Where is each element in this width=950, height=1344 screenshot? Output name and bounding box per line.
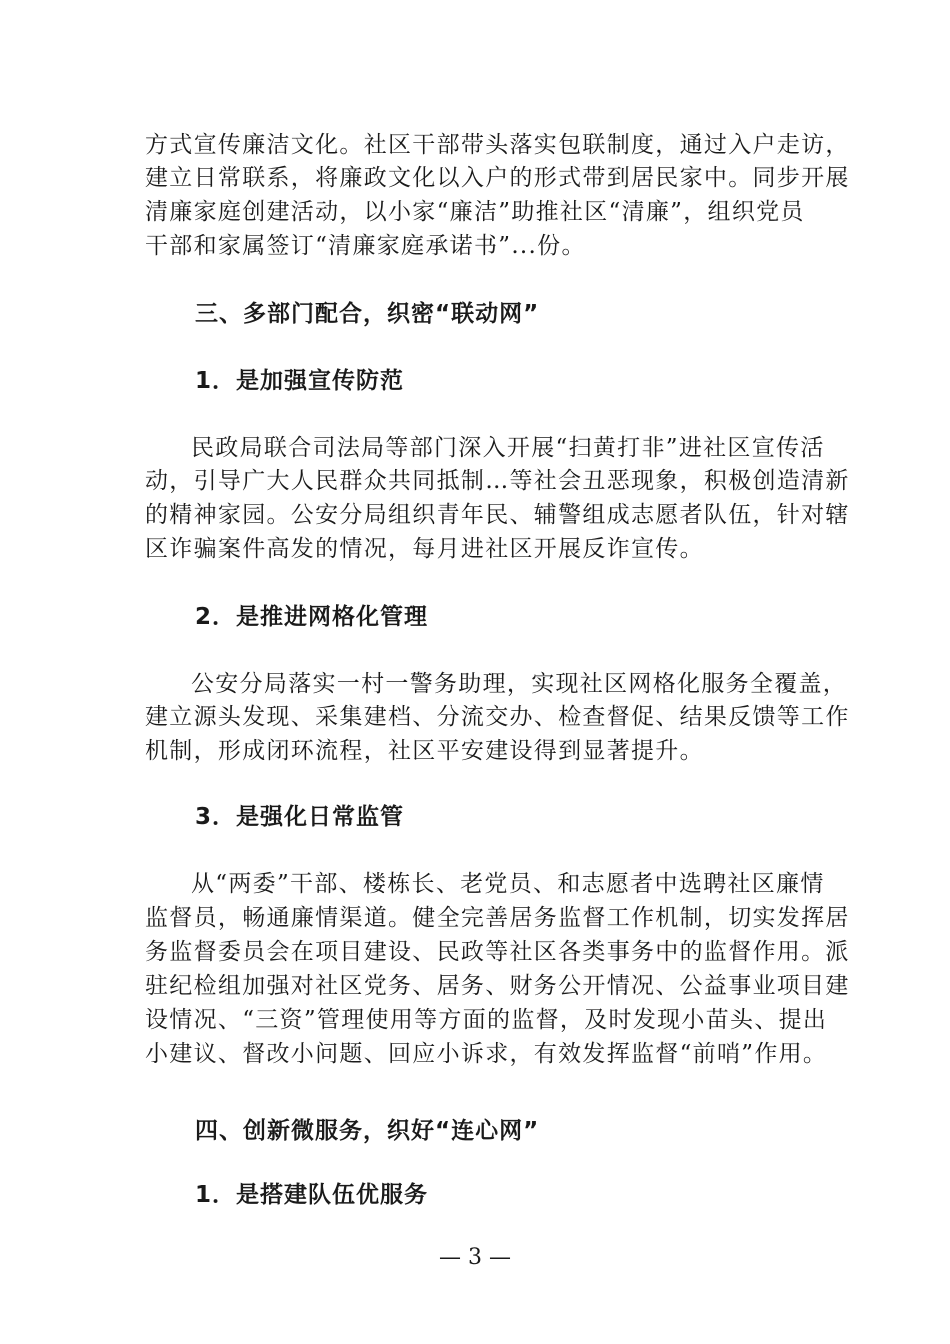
paragraph-line: 民政局联合司法局等部门深入开展“扫黄打非”进社区宣传活 — [191, 435, 825, 461]
subsection-heading: 1．是搭建队伍优服务 — [195, 1182, 429, 1208]
paragraph-line: 清廉家庭创建活动，以小家“廉洁”助推社区“清廉”，组织党员 — [145, 199, 805, 225]
paragraph-line: 机制，形成闭环流程，社区平安建设得到显著提升。 — [145, 738, 704, 764]
paragraph-line: 建立源头发现、采集建档、分流交办、检查督促、结果反馈等工作 — [145, 704, 850, 730]
subsection-heading: 1．是加强宣传防范 — [195, 368, 405, 394]
paragraph-line: 区诈骗案件高发的情况，每月进社区开展反诈宣传。 — [145, 536, 704, 562]
subsection-heading: 3．是强化日常监管 — [195, 804, 405, 830]
paragraph-line: 动，引导广大人民群众共同抵制…等社会丑恶现象，积极创造清新 — [145, 468, 850, 494]
paragraph-line: 小建议、督改小问题、回应小诉求，有效发挥监督“前哨”作用。 — [145, 1041, 828, 1067]
section-heading: 四、创新微服务，织好“连心网” — [195, 1118, 540, 1144]
paragraph-line: 公安分局落实一村一警务助理，实现社区网格化服务全覆盖， — [191, 671, 848, 697]
paragraph-line: 干部和家属签订“清廉家庭承诺书”...份。 — [145, 233, 586, 259]
paragraph-line: 驻纪检组加强对社区党务、居务、财务公开情况、公益事业项目建 — [145, 973, 850, 999]
paragraph-line: 务监督委员会在项目建设、民政等社区各类事务中的监督作用。派 — [145, 939, 850, 965]
paragraph-line: 的精神家园。公安分局组织青年民、辅警组成志愿者队伍，针对辖 — [145, 502, 850, 528]
subsection-heading: 2．是推进网格化管理 — [195, 604, 429, 630]
page-number: — 3 — — [439, 1245, 511, 1270]
paragraph-line: 监督员，畅通廉情渠道。健全完善居务监督工作机制，切实发挥居 — [145, 905, 850, 931]
paragraph-line: 从“两委”干部、楼栋长、老党员、和志愿者中选聘社区廉情 — [191, 871, 825, 897]
paragraph-line: 设情况、“三资”管理使用等方面的监督，及时发现小苗头、提出 — [145, 1007, 828, 1033]
paragraph-line: 方式宣传廉洁文化。社区干部带头落实包联制度，通过入户走访， — [145, 132, 850, 158]
paragraph-line: 建立日常联系，将廉政文化以入户的形式带到居民家中。同步开展 — [145, 165, 850, 191]
section-heading: 三、多部门配合，织密“联动网” — [195, 301, 540, 327]
